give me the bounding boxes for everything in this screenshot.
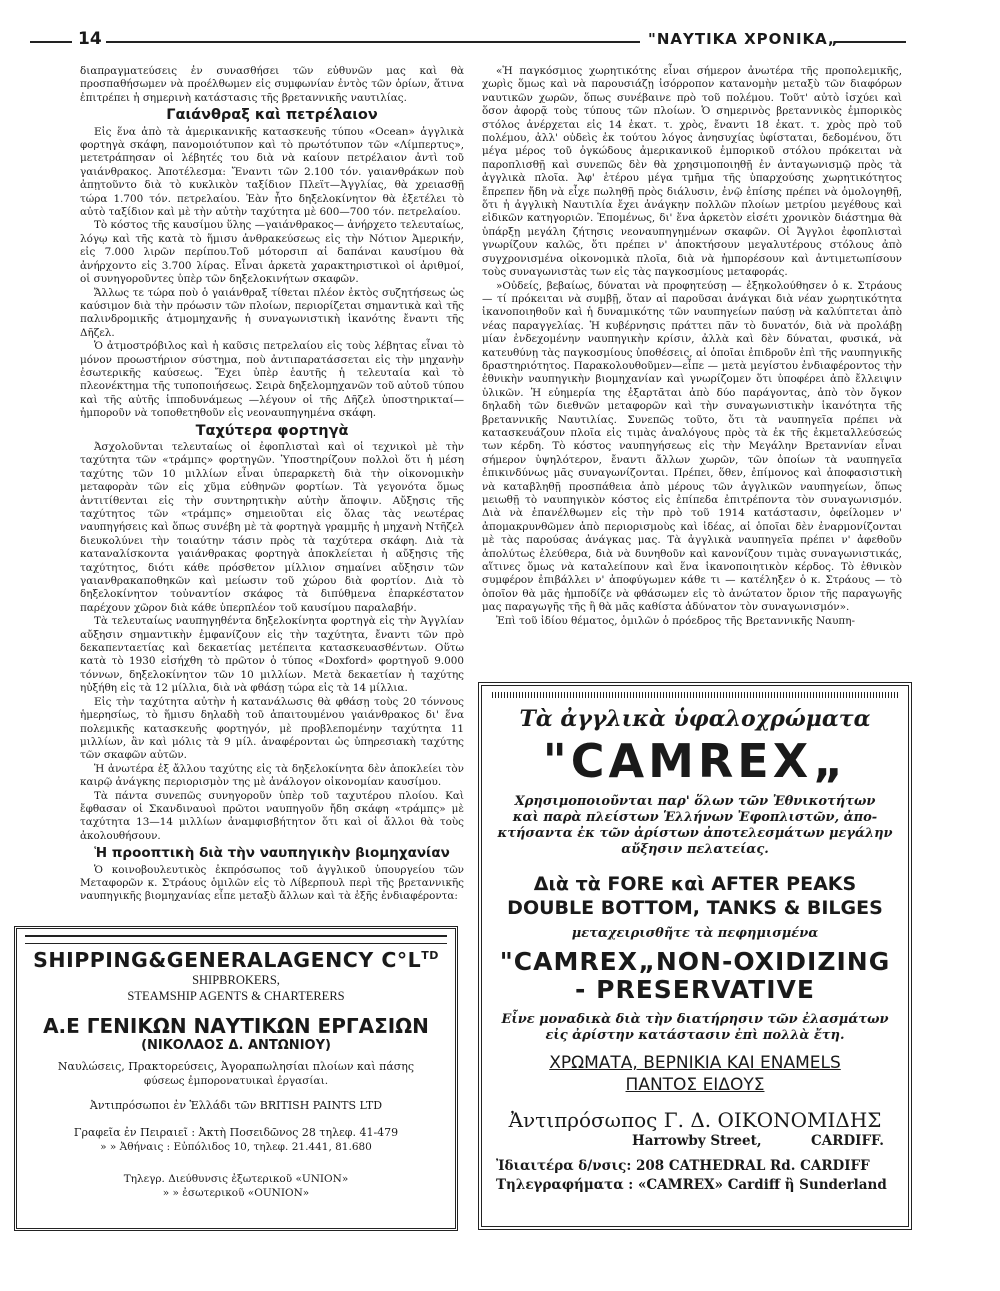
representative: Ἀντιπρόσωπος Γ. Δ. ΟΙΚΟΝΟΜΙΔΗΣ	[508, 1108, 882, 1132]
services-line: Ναυλώσεις, Πρακτορεύσεις, Ἀγοραπωλησίαι πλοίων καὶ πάσης	[57, 1060, 415, 1073]
unique-line: Εἶνε μοναδικὰ διὰ τὴν διατήρησιν τῶν ἐλασμάτων	[501, 1012, 889, 1027]
header-rule-right	[834, 41, 906, 43]
camrex-ad	[478, 682, 912, 1230]
paragraph: Ἐπὶ τοῦ ἰδίου θέματος, ὁμιλῶν ὁ πρόεδρος τῆς Βρεταννικῆς Ναυπη-	[496, 614, 855, 627]
right-column	[482, 65, 902, 628]
left-column	[80, 65, 464, 904]
paragraph: Εἰς ἕνα ἀπὸ τὰ ἀμερικανικῆς κατασκευῆς τύπου «Ocean» ἀγγλικὰ φορτηγὰ σκάφη, πανομοιότυπον καὶ τὸ πρωτότυπον τῶν «Λίμπερτυς», μετετράπησαν οἱ λέβητές του διὰ νὰ καίουν πετρέλαιον ἀντὶ τοῦ γαιάνθρακος. Ἀποτέλεσμα: Ἔναντι τῶν 2.100 τόν. γαιανθράκων ποὺ ἀπῃτοῦντο διὰ τὸ κυκλικὸν ταξίδιον Πλεϊτ—Ἀγγλίας, θὰ χρειασθῇ τώρα 1.700 τόν. πετρελαίου. Ἐὰν ἦτο δηξελοκίνητον θὰ ἐξετέλει τὸ αὐτὸ ταξίδιον καὶ μὲ τὴν αὐτὴν ταχύτητα μὲ 600—700 τόν. πετρελαίου.	[80, 125, 464, 219]
paragraph: »Οὐδείς, βεβαίως, δύναται νὰ προφητεύσῃ — ἐξηκολούθησεν ὁ κ. Στράους — τί πρόκειται νὰ συμβῇ, ὅταν αἱ παροῦσαι ἀνάγκαι διὰ νέαν χωρητικότητα ἱκανοποιηθοῦν καὶ ἡ δυναμικότης τῶν ναυπηγείων παύσῃ νὰ καλύπτεται ἀπὸ νέας παραγγελίας. Ἡ κυβέρνησις πράττει πᾶν τὸ δυνατόν, διὰ νὰ προλάβῃ μίαν ἐνδεχομένην ναυπηγικὴν κρίσιν, ἀλλὰ καὶ δὲν δύναται, φυσικά, νὰ κατευθύνῃ τὰς παγκοσμίους ὑποθέσεις, αἱ ὁποῖαι ἐπιδροῦν ἐπὶ τῆς ναυπηγικῆς δραστηριότητος. Παρακολουθοῦμεν—εἶπε — μετὰ μεγίστου ἐνδιαφέροντος τὴν ἐθνικὴν ναυπηγικὴν βιομηχανίαν καὶ γνωρίζομεν ὅτι ὑποφέρει ἀπὸ ἔλλειψιν ὑλικῶν. Ἡ εὐημερία της ἐξαρτᾶται ἀπὸ δύο παράγοντας, ἀπὸ τὸν ὄγκον δηλαδὴ τῶν διεθνῶν μεταφορῶν καὶ τὴν συναγωνιστικὴν ἱκανότητα τῆς βρεταννικῆς Ναυτιλίας. Συνεπῶς τοῦτο, ὅτι τὰ ναυπηγεῖα πρέπει νὰ κατασκευάζουν πλοῖα εἰς τιμὰς ἀναλόγους πρὸς τὰ ἐκ τῆς ἐκμεταλλεύσεώς των κέρδη. Τὸ κόστος ναυπηγήσεως εἰς τὴν Μεγάλην Βρεταννίαν εἶναι σήμερον ὑψηλότερον, ἔναντι ἄλλων χωρῶν, τῶν ὁποίων τὰ ναυπηγεῖα ἐπικινδύνως μᾶς συναγωνίζονται. Πρέπει, ὅθεν, ἐπίμονος καὶ ἀποφασιστικὴ νὰ καταβληθῇ προσπάθεια ἀπὸ μέρους τῶν ἀγγλικῶν ναυπηγείων, ὅπως μειωθῇ τὸ ναυπηγικὸν κόστος εἰς ἐπίπεδα ἐπιτρέποντα τὸν συναγωνισμόν. Διὰ νὰ ἐπανέλθωμεν εἰς τὴν πρὸ τοῦ 1914 κατάστασιν, ὀφείλομεν ν' ἀπομακρυνθῶμεν ἀπὸ περιορισμοὺς καὶ ἰδέας, αἱ ὁποῖαι δὲν ἐναρμονίζονται μὲ τὰς παρούσας ἀνάγκας μας. Τὰ ἀγγλικὰ ναυπηγεῖα πρέπει ν' ἀφεθοῦν ἀπολύτως ἐλεύθερα, διὰ νὰ δυνηθοῦν καὶ κανονίζουν τιμὰς συναγωνιστικάς, αἵτινες ὅμως νὰ καταλείπουν καὶ ἕνα ἱκανοποιητικὸν κέρδος. Τὸ ἐθνικὸν συμφέρον ἐπιβάλλει ν' ἀποφύγωμεν κάθε τι — κατέληξεν ὁ κ. Στράους — τὸ ὁποῖον θὰ μᾶς ἠμποδίζε νὰ φθάσωμεν εἰς τὸ ἀνώτατον ὅριον τῆς παραγωγῆς μας παραγωγῆς τῆς ἢ θὰ μᾶς καθίστα ἀδύνατον τὸν συναγωνισμόν».	[482, 279, 902, 614]
heading-shipbuilding-outlook: Ἡ προοπτικὴ διὰ τὴν ναυπηγικὴν βιομηχανίαν	[94, 845, 450, 862]
city-name: CARDIFF.	[811, 1133, 884, 1149]
street-address	[492, 1132, 898, 1151]
agency-name-suffix: TD	[421, 949, 439, 963]
heading-coal-oil: Γαιάνθραξ καὶ πετρέλαιον	[166, 107, 378, 124]
unique-line: εἰς ἀρίστην κατάστασιν ἐπὶ πολλὰ ἔτη.	[545, 1028, 845, 1043]
shipbrokers-line: SHIPBROKERS,	[192, 973, 280, 987]
header-rule-left	[30, 41, 72, 43]
paragraph: Ἡ ἀνωτέρα ἐξ ἄλλου ταχύτης εἰς τὰ δηξελοκίνητα δὲν ἀποκλείει τὸν καιρῷ ἀνάγκης περιορισμὸν της μὲ ἀνάλογον οἰκονομίαν καυσίμου.	[80, 762, 464, 789]
camrex-tagline: Τὰ ἀγγλικὰ ὑφαλοχρώματα	[519, 706, 871, 732]
street-name: Harrowby Street,	[632, 1133, 762, 1149]
telegraph-internal: » » ἐσωτερικοῦ «OUNION»	[162, 1187, 310, 1199]
usage-line: Χρησιμοποιοῦνται παρ' ὅλων τῶν Ἐθνικοτήτων	[514, 794, 876, 809]
owner-name: (ΝΙΚΟΛΑΟΣ Δ. ΑΝΤΩΝΙΟΥ)	[141, 1038, 331, 1053]
product-name: "CAMREX„NON-OXIDIZING	[499, 947, 891, 976]
agents-line: STEAMSHIP AGENTS & CHARTERERS	[127, 989, 345, 1003]
publication-title: "ΝΑΥΤΙΚΑ ΧΡΟΝΙΚΑ„	[648, 30, 839, 48]
paragraph: Ἄλλως τε τώρα ποὺ ὁ γαιάνθραξ τίθεται πλέον ἐκτὸς συζητήσεως ὡς καύσιμον διὰ τὴν πρόωσιν τῶν πλοίων, περιορίζεται σημαντικὰ καὶ τῆς παλινδρομικῆς ἀτμομηχανῆς ἡ συναγωνιστικὴ ἱκανότης ἔναντι τῆς Δῆζελ.	[80, 286, 464, 339]
usage-line: αὔξησιν πελατείας.	[621, 842, 769, 857]
product-name-2: - PRESERVATIVE	[575, 975, 815, 1004]
intro-paragraph: διαπραγματεύσεις ἐν συνασθήσει τῶν εὐθυνῶν μας καὶ θὰ προσπαθήσωμεν νὰ προέλθωμεν εἰς συμφωνίαν ἐντὸς τῶν ὁρίων, ἅτινα ἐπιτρέπει ἡ σημερινὴ κατάστασις τῆς βρεταννικῆς ναυτιλίας.	[80, 65, 464, 104]
ad-border-hatch	[492, 692, 898, 698]
telegraph-address: Τηλεγραφήματα : «CAMREX» Cardiff ἢ Sunderland	[496, 1177, 887, 1193]
ad-border-rule	[25, 935, 447, 944]
header-rule-middle	[106, 41, 640, 43]
paragraph: Εἰς τὴν ταχύτητα αὐτὴν ἡ κατανάλωσις θὰ φθάσῃ τοὺς 20 τόννους ἡμερησίως, τὸ ἥμισυ δηλαδὴ τοῦ ἀπαιτουμένου γαιάνθρακος δι' ἕνα πολεμικῆς κατασκευῆς φορτηγόν, μὲ προβλεπομένην ταχύτητα 11 μιλλίων, ἂν καὶ μόλις τὰ 9 μίλ. ἀναφέρονται ὡς ὑπηρεσιακὴ ταχύτης τῶν σκαφῶν αὐτῶν.	[80, 695, 464, 762]
paragraph: Ἀσχολοῦνται τελευταίως οἱ ἐφοπλισταὶ καὶ οἱ τεχνικοὶ μὲ τὴν ταχύτητα τῶν «τράμπς» φορτηγῶν. Ὑποστηρίζουν πολλοὶ ὅτι ἡ μέση ταχύτης τῶν 10 μιλλίων εἶναι ὑπεραρκετὴ διὰ τὴν οἰκονομικὴν μεταφορὰν τῶν εἰς χῦμα εὐθηνῶν φορτίων. Τὰ γεγονότα ὅμως ἀντιτίθενται εἰς τὴν συντηρητικὴν αὐτὴν ἄποψιν. Αὔξησις τῆς ταχύτητος τῶν «τράμπς» σημειοῦται εἰς ὅλας τὰς νεωτέρας ναυπηγήσεις καὶ ὅπως συνέβη μὲ τὰ φορτηγὰ γραμμῆς ἡ μηχανὴ Ντῆζελ διευκολύνει τὴν τοιαύτην τάσιν πρὸς τὰ ταχύτερα σκάφη. Διὰ τὰ καταναλίσκοντα γαιάνθρακας φορτηγὰ ἀποκλείεται ἡ αὔξησις τῆς ταχύτητος, διότι κάθε πρόσθετον μίλλιον σημαίνει αὔξησιν τῶν γαιανθρακαποθηκῶν καὶ μείωσιν τοῦ χώρου διὰ φορτίον. Διὰ τὸ δηξελοκίνητον τοὐναντίον σκάφος τὰ διπύθμενα ἐπαρκέστατον παρέχουν χῶρον διὰ κάθε ὑπερπλέον τοῦ καυσίμου παραλαβήν.	[80, 440, 464, 614]
usage-line: κτήσαντα ἐκ τῶν ἀρίστων ἀποτελεσμάτων μεγάλην	[497, 826, 893, 841]
page-number: 14	[78, 29, 102, 49]
services-line: φύσεως ἐμπορονατυικαὶ ἐργασίαι.	[143, 1075, 329, 1087]
paragraph: «Ἡ παγκόσμιος χωρητικότης εἶναι σήμερον ἀνωτέρα τῆς προπολεμικῆς, χωρὶς ὅμως καὶ νὰ παρουσιάζῃ ἰσόρροπον κατανομὴν μεταξὺ τῶν διαφόρων ναυτικῶν χωρῶν, ὅπως συνέβαινε πρὸ τοῦ πολέμου. Τοῦτ' αὐτὸ ἰσχύει καὶ ὅσον ἀφορᾷ τοὺς τύπους τῶν πλοίων. Ὁ σημερινὸς βρεταννικὸς ἐμπορικὸς στόλος ἀνέρχεται εἰς 14 ἑκατ. τ. χρὸς, ἔναντι 18 ἑκατ. τ. χρὸς πρὸ τοῦ πολέμου, ἀλλ' οὐδεὶς ἐκ τούτου λόγος ἀνησυχίας ὑφίσταται, δεδομένου, ὅτι μέγα μέρος τοῦ ὀγκώδους ἀμερικανικοῦ ἐμπορικοῦ στόλου πρόκειται νὰ παροπλισθῇ καὶ συνεπῶς δὲν θὰ χρησιμοποιηθῇ ἐν ἀνταγωνισμῷ πρὸς τὰ ἀγγλικὰ πλοῖα. Ἀφ' ἑτέρου μέγα τμῆμα τῆς ὑπαρχούσης χωρητικότητος ἔπρεπεν ἤδη νὰ εἶχε πωληθῇ πρὸς διάλυσιν, ἐνῷ ἐπίσης πρέπει νὰ ὁμολογηθῇ, ὅτι ἡ ἀγγλικὴ Ναυτιλία ἔχει ἀνάγκην πολλῶν πλοίων μετρίου μεγέθους καὶ εἰδικῶν κατηγοριῶν. Ἑπομένως, δι' ἕνα ἀρκετὸν εἰσέτι χρονικὸν διάστημα θὰ ὑπάρξῃ μεγάλη ζήτησις νεοναυπηγημένων σκαφῶν. Οἱ Ἄγγλοι ἐφοπλισταὶ γνωρίζουν καλῶς, ὅτι πρέπει ν' ἀποκτήσουν μεγαλυτέρους στόλους ἀπὸ συγχρονισμένα οἰκονομικὰ πλοῖα, διὰ νὰ ἠμπορέσουν καὶ ἀντιμετωπίσουν τοὺς συναγωνιστὰς των εἰς τὰς παγκοσμίους μεταφοράς.	[482, 65, 902, 279]
paragraph: Ὁ ἀτμοστρόβιλος καὶ ἡ καῦσις πετρελαίου εἰς τοὺς λέβητας εἶναι τὸ μόνον προωστήριον σύστημα, ποὺ ἀντιπαρατάσσεται εἰς τὴν μηχανὴν ἐσωτερικῆς καύσεως. Ἔχει ὑπὲρ ἑαυτῆς ἡ τελευταία καὶ τὸ πλεονέκτημα τῆς τυποποιήσεως. Σειρὰ δηξελομηχανῶν τοῦ αὐτοῦ τύπου καὶ τῆς αὐτῆς ἱπποδυνάμεως —λέγουν οἱ τῆς Δῆζελ ὑποστηρικταί— ἠμποροῦν νὰ τοποθετηθοῦν εἰς νεοναυπηγημένα σκάφη.	[80, 340, 464, 420]
colors-line-2: ΠΑΝΤΟΣ ΕΙΔΟΥΣ	[625, 1075, 765, 1095]
private-address: Ἰδιαιτέρα δ/νσις: 208 CATHEDRAL Rd. CARDIFF	[496, 1158, 870, 1174]
agency-name-text: SHIPPING&GENERALAGENCY C°L	[33, 948, 422, 972]
shipping-agency-ad	[14, 926, 458, 1231]
double-bottom-line: DOUBLE BOTTOM, TANKS & BILGES	[507, 897, 883, 919]
paragraph: Τὸ κόστος τῆς καυσίμου ὕλης —γαιάνθρακος— ἀνήρχετο τελευταίως, λόγῳ καὶ τῆς κατὰ τὸ ἥμισυ ἀνθρακεύσεως εἰς τὴν Νότιον Ἀμερικήν, εἰς 7.000 λιρῶν περίπου.Τοῦ μότορσιπ αἱ δαπάναι καυσίμου θὰ ἀνήρχοντο εἰς 3.700 λίρας. Εἶναι ἀρκετὰ χαρακτηριστικοὶ οἱ ἀριθμοί, οἱ συνηγοροῦντες ὑπὲρ τῶν δηξελοκινήτων σκαφῶν.	[80, 219, 464, 286]
camrex-brand: "CAMREX„	[542, 734, 848, 788]
heading-faster-cargo: Ταχύτερα φορτηγὰ	[195, 422, 349, 439]
colors-line: ΧΡΩΜΑΤΑ, ΒΕΡΝΙΚΙΑ ΚΑΙ ENAMELS	[549, 1053, 841, 1073]
telegraph-external: Τηλεγρ. Διεύθυνσις ἐξωτερικοῦ «UNION»	[123, 1173, 349, 1185]
paragraph: Ὁ κοινοβουλευτικὸς ἐκπρόσωπος τοῦ ἀγγλικοῦ ὑπουργείου τῶν Μεταφορῶν κ. Στράους ὁμιλῶν εἰς τὸ Λίβερπουλ περὶ τῆς βρεταννικῆς ναυπηγικῆς βιομηχανίας εἶπε μεταξὺ ἄλλων καὶ τὰ ἑξῆς ἐνδιαφέροντα:	[80, 863, 464, 903]
representatives-line: Ἀντιπρόσωποι ἐν Ἑλλάδι τῶν BRITISH PAINTS LTD	[89, 1099, 383, 1112]
paragraph: Τὰ τελευταίως ναυπηγηθέντα δηξελοκίνητα φορτηγὰ εἰς τὴν Ἀγγλίαν αὔξησιν σημαντικὴν ἐμφανίζουν εἰς τὴν ταχύτητα, ἔναντι τῶν πρὸ δεκαπενταετίας καὶ δεκαετίας μετέπειτα κατασκευασθέντων. Οὕτω κατὰ τὸ 1930 εἰσήχθη τὸ πρῶτον ὁ τύπος «Doxford» φορτηγοῦ 9.000 τόννων, δηξελοκίνητον τῶν 10 μιλλίων. Μετὰ δεκαετίαν ἡ ταχύτης ηὐξήθη εἰς τὰ 12 μίλλια, διὰ νὰ φθάσῃ τώρα εἰς τὰ 14 μίλλια.	[80, 615, 464, 695]
office-piraeus: Γραφεῖα ἐν Πειραιεῖ : Ἀκτὴ Ποσειδῶνος 28 τηλεφ. 41-479	[73, 1126, 399, 1139]
fore-after-line: Διὰ τὰ FORE καὶ AFTER PEAKS	[533, 873, 857, 895]
greek-agency-name: Α.Ε ΓΕΝΙΚΩΝ ΝΑΥΤΙΚΩΝ ΕΡΓΑΣΙΩΝ	[43, 1014, 429, 1038]
agency-name	[25, 948, 447, 972]
office-athens: » » Ἀθήναις : Εὐπόλιδος 10, τηλεφ. 21.441, 81.680	[100, 1141, 372, 1153]
paragraph: Τὰ πάντα συνεπῶς συνηγοροῦν ὑπὲρ τοῦ ταχυτέρου πλοίου. Καὶ ἔφθασαν οἱ Σκανδιναυοὶ πρῶτοι ναυπηγοῦν ἤδη σκάφη «τράμπς» μὲ ταχύτητα 13—14 μιλλίων ἀναμφισβήτητον ὅτι καὶ οἱ ἄλλοι θὰ τοὺς ἀκολουθήσουν.	[80, 789, 464, 842]
handle-line: μεταχειρισθῆτε τὰ πεφημισμένα	[571, 926, 819, 941]
usage-line: καὶ παρὰ πλείστων Ἑλλήνων Ἐφοπλιστῶν, ἀπο-	[512, 810, 878, 825]
